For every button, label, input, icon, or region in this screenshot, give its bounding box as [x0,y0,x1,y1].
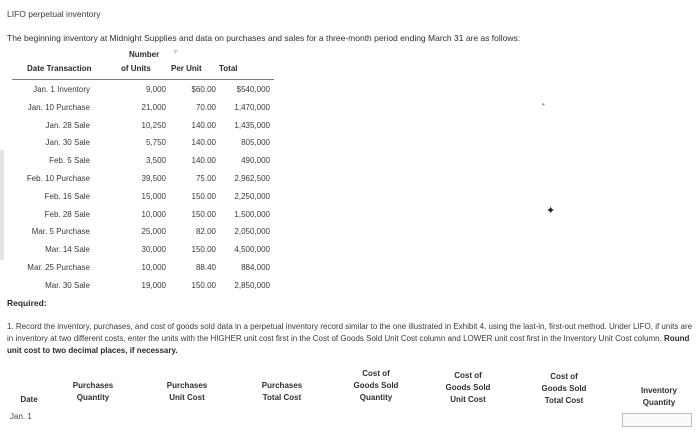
rec-col-purchases-unit-cost [152,380,222,404]
rec-col-label: Goods Sold [353,381,399,390]
instruction-part2: , using the last-in, first-out method. Under LIFO, if units are in inventory at two different costs, enter the units with the HIGHER unit cost first in the Cost of Goods Sold Unit Cost column and LOWER unit cost first in the Inventory Unit Cost column. [7,322,693,343]
intro-text: The beginning inventory at Midnight Supplies and data on purchases and sales for a three-month period ending March 31 are as follows: [7,33,521,43]
col-date-transaction: Date Transaction [27,64,92,73]
page-title: LIFO perpetual inventory [7,9,101,19]
table-row [8,208,276,226]
cell-date-transaction: Feb. 5 Sale [49,156,90,166]
cell-per-unit: 150.00 [191,245,216,255]
cell-total: $540,000 [236,85,270,94]
cell-per-unit: 70.00 [195,102,216,112]
table-row [8,279,276,297]
cell-total: 884,000 [241,262,270,272]
cell-units: 3,500 [145,156,166,166]
left-edge-shadow [0,150,4,260]
col-per-unit: Per Unit [171,64,202,73]
mouse-cursor-icon: ✦ [546,205,556,217]
cell-total: 4,500,000 [234,245,270,255]
cell-total: 1,470,000 [234,102,270,112]
inventory-table-header [8,64,276,76]
instruction-bold: Round unit cost to two decimal places, if necessary. [7,334,690,355]
table-row [8,101,276,119]
exhibit-link[interactable]: Exhibit 4 [453,322,485,331]
rec-col-date-label: Date [20,395,38,404]
rec-col-label: Purchases [261,381,303,390]
header-number-label: Number [129,50,160,59]
cell-date-transaction: Mar. 5 Purchase [31,227,90,237]
rec-col-inventory-quantity [626,385,692,409]
cell-units: 10,000 [141,262,166,272]
cell-units: 9,000 [145,85,166,94]
instruction-text [7,321,693,357]
cell-date-transaction: Mar. 30 Sale [45,280,90,290]
table-row [8,172,276,190]
rec-col-label: Total Cost [262,393,302,402]
rec-col-date [14,394,44,406]
cell-units: 5,750 [145,138,166,148]
cell-per-unit: 150.00 [191,191,216,201]
cell-date-transaction: Feb. 28 Sale [44,209,90,219]
cell-per-unit: 140.00 [191,120,216,130]
inventory-rows [8,83,276,297]
table-row [8,243,276,261]
rec-col-label: Goods Sold [445,383,491,392]
cell-date-transaction: Feb. 10 Purchase [26,173,90,183]
cell-date-transaction: Feb. 16 Sale [44,191,90,201]
cell-units: 19,000 [141,280,166,290]
instruction-part1: 1. Record the inventory, purchases, and cost of goods sold data in a perpetual inventory record similar to the one illustrated in [7,322,454,331]
cell-total: 2,850,000 [234,280,270,290]
rec-col-label: Goods Sold [541,384,587,393]
rec-col-label: Cost of [454,371,482,380]
col-units: of Units [121,64,151,73]
cell-date-transaction: Jan. 28 Sale [45,120,90,130]
table-row [8,154,276,172]
cell-date-transaction: Jan. 10 Purchase [27,102,90,112]
cell-units: 10,250 [141,120,166,130]
cell-per-unit: 88.40 [195,262,216,272]
rec-col-cogs-unit-cost [432,370,504,406]
rec-col-label: Cost of [362,369,390,378]
cell-date-transaction: Mar. 25 Purchase [27,262,90,272]
col-total: Total [219,64,238,73]
rec-col-purchases-total-cost [247,380,317,404]
cell-date-transaction: Jan. 30 Sale [45,138,90,148]
cell-total: 1,500,000 [234,209,270,219]
cell-date-transaction: Jan. 1 Inventory [33,85,90,94]
rec-col-label: Inventory [640,386,677,395]
rec-col-label: Quantity [76,393,110,402]
cell-total: 1,435,000 [234,120,270,130]
inventory-quantity-input[interactable] [622,413,692,427]
rec-col-purchases-quantity [58,380,128,404]
cell-total: 2,050,000 [234,227,270,237]
cell-total: 490,000 [241,156,270,166]
required-label: Required: [7,298,47,308]
cell-per-unit: 140.00 [191,156,216,166]
perpetual-record-header [0,366,700,412]
cell-total: 2,962,500 [234,173,270,183]
cell-units: 21,000 [141,102,166,112]
table-row [8,119,276,137]
cell-units: 25,000 [141,227,166,237]
cell-units: 39,500 [141,173,166,183]
table-row [8,261,276,279]
cell-units: 10,000 [141,209,166,219]
cell-total: 805,000 [241,138,270,148]
cell-per-unit: 150.00 [191,209,216,219]
rec-col-label: Total Cost [544,396,584,405]
cell-per-unit: 75.00 [195,173,216,183]
cell-per-unit: 150.00 [191,280,216,290]
rec-col-label: Quantity [359,393,393,402]
table-row [8,190,276,208]
rec-col-label: Purchases [72,381,114,390]
rec-col-label: Quantity [642,398,676,407]
cell-per-unit: 82.00 [195,227,216,237]
cell-per-unit: 140.00 [191,138,216,148]
rec-col-cogs-quantity [340,368,412,404]
cell-per-unit: $60.00 [191,85,216,94]
cursor-dot-icon: • [542,100,545,109]
header-divider [12,79,274,80]
cell-units: 30,000 [141,245,166,255]
rec-col-label: Purchases [166,381,208,390]
rec-col-label: Unit Cost [169,393,205,402]
record-row-date: Jan. 1 [10,412,32,421]
cell-total: 2,250,000 [234,191,270,201]
sort-caret-icon[interactable]: ▼ [172,49,179,56]
rec-col-label: Cost of [550,372,578,381]
table-row [8,83,276,101]
rec-col-label: Unit Cost [450,395,486,404]
table-row [8,136,276,154]
cell-date-transaction: Mar. 14 Sale [45,245,90,255]
rec-col-cogs-total-cost [528,371,600,407]
cell-units: 15,000 [141,191,166,201]
table-row [8,225,276,243]
